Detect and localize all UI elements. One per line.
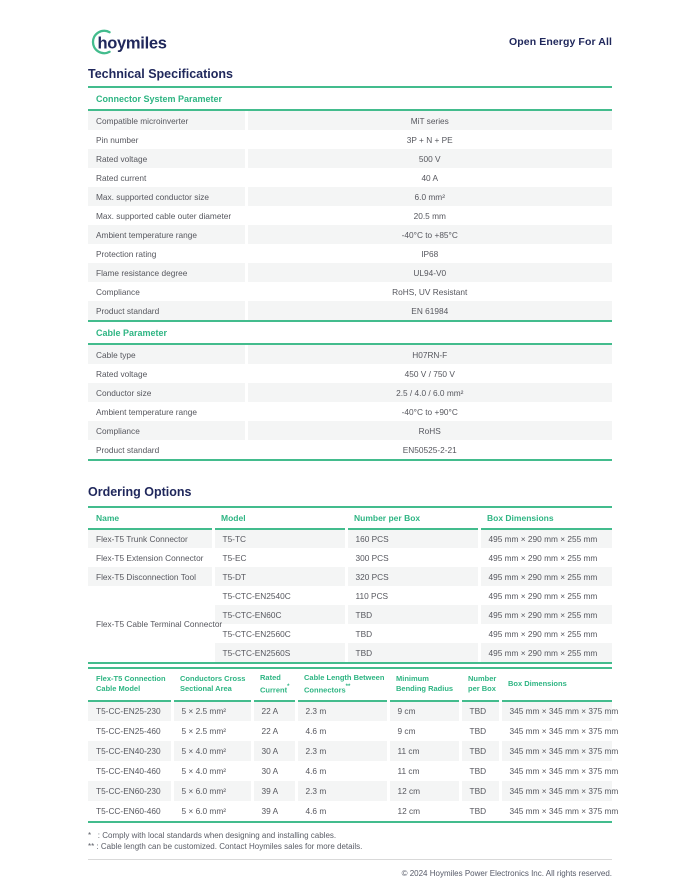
- spec-label: Compliance: [88, 421, 246, 440]
- spec-value: IP68: [421, 248, 439, 259]
- hoymiles-logo: [88, 26, 188, 58]
- table-cell: 495 mm × 290 mm × 255 mm: [488, 552, 598, 563]
- table-row: [88, 761, 612, 781]
- table-cell: 30 A: [252, 761, 296, 781]
- cable-ordering-block: [88, 667, 619, 823]
- spec-label: Compliance: [88, 282, 246, 301]
- column-header: Number per Box: [346, 508, 479, 529]
- column-header: Box Dimensions: [500, 669, 612, 701]
- table-cell: 2.3 m: [296, 701, 388, 721]
- spec-row: [88, 225, 612, 244]
- spec-table-body: [88, 111, 612, 320]
- table-cell: 345 mm × 345 mm × 375 mm: [500, 741, 612, 761]
- spec-value: -40°C to +90°C: [401, 406, 458, 417]
- spec-value: 6.0 mm²: [246, 187, 612, 206]
- table-cell: T5-EC: [213, 548, 346, 567]
- spec-value: 40 A: [421, 172, 439, 183]
- table-cell: TBD: [460, 761, 500, 781]
- table-cell: 12 cm: [388, 801, 460, 821]
- cable-ordering-table: [88, 669, 619, 821]
- column-header: Cable Length Between Connectors**: [296, 669, 388, 701]
- table-row: [88, 586, 612, 605]
- table-cell: TBD: [346, 605, 479, 624]
- table-cell: 2.3 m: [296, 781, 388, 801]
- spec-value: 2.5 / 4.0 / 6.0 mm²: [246, 383, 612, 402]
- table-cell: 495 mm × 290 mm × 255 mm: [479, 605, 612, 624]
- table-cell: TBD: [460, 741, 500, 761]
- table-cell: 22 A: [252, 701, 296, 721]
- table-cell: 12 cm: [388, 781, 460, 801]
- header-row: [88, 669, 612, 701]
- table-cell: T5-CC-EN40-230: [88, 741, 172, 761]
- spec-row: [88, 301, 612, 320]
- table-cell: 2.3 m: [296, 741, 388, 761]
- spec-row: [88, 282, 612, 301]
- header-row: [88, 508, 612, 529]
- footnote-1: * : Comply with local standards when designing and installing cables.: [88, 830, 337, 840]
- spec-value: EN50525-2-21: [402, 444, 457, 455]
- table-row: [88, 548, 612, 567]
- table-cell: 22 A: [252, 721, 296, 741]
- table-cell: 5 × 2.5 mm²: [172, 721, 252, 741]
- spec-section: [88, 88, 612, 322]
- table-cell: 345 mm × 345 mm × 375 mm: [500, 781, 612, 801]
- spec-label: Compatible microinverter: [88, 111, 246, 130]
- table-cell: 4.6 m: [296, 761, 388, 781]
- column-header: Name: [88, 508, 213, 529]
- table-cell: TBD: [346, 624, 479, 643]
- spec-row: [88, 345, 612, 364]
- table-cell: T5-CTC-EN2560S: [213, 643, 346, 662]
- table-cell: 300 PCS: [346, 548, 479, 567]
- table-cell: Flex-T5 Extension Connector: [88, 548, 213, 567]
- spec-label: Max. supported conductor size: [88, 187, 246, 206]
- table-cell: 11 cm: [388, 761, 460, 781]
- table-cell: T5-CC-EN40-460: [88, 761, 172, 781]
- spec-label: Protection rating: [88, 244, 246, 263]
- table-cell: T5-CTC-EN2560C: [213, 624, 346, 643]
- cable-table-head: [88, 669, 612, 701]
- spec-row: [88, 168, 612, 187]
- spec-value: 3P + N + PE: [406, 134, 453, 145]
- spec-section-header: Connector System Parameter: [88, 88, 612, 111]
- connector-table-body: [88, 529, 612, 662]
- spec-value: 500 V: [246, 149, 612, 168]
- table-cell: 5 × 6.0 mm²: [172, 801, 252, 821]
- tech-specs-title: Technical Specifications: [88, 67, 612, 88]
- table-cell: 495 mm × 290 mm × 255 mm: [488, 628, 598, 639]
- table-cell: 5 × 6.0 mm²: [172, 781, 252, 801]
- table-cell: 39 A: [252, 781, 296, 801]
- column-header: Model: [213, 508, 346, 529]
- spec-value: -40°C to +85°C: [246, 225, 612, 244]
- spec-section: [88, 322, 612, 461]
- footnote-marker: **: [345, 684, 351, 690]
- table-cell: 345 mm × 345 mm × 375 mm: [509, 805, 619, 816]
- footnote-2: ** : Cable length can be customized. Contact Hoymiles sales for more details.: [88, 841, 363, 851]
- table-row: [88, 529, 612, 548]
- table-cell: TBD: [460, 701, 500, 721]
- spec-label: Max. supported cable outer diameter: [88, 206, 246, 225]
- spec-row: [88, 421, 612, 440]
- spec-table-body: [88, 345, 612, 459]
- spec-row: [88, 130, 612, 149]
- spec-table: [88, 111, 612, 320]
- spec-value: 450 V / 750 V: [404, 368, 455, 379]
- table-cell: 495 mm × 290 mm × 255 mm: [488, 590, 598, 601]
- column-header: Conductors Cross Sectional Area: [172, 669, 252, 701]
- spec-value: MiT series: [246, 111, 612, 130]
- table-cell: T5-CC-EN25-230: [88, 701, 172, 721]
- footnotes: [88, 830, 612, 852]
- table-cell: Flex-T5 Disconnection Tool: [88, 567, 213, 586]
- spec-row: [88, 263, 612, 282]
- spec-section-header: Cable Parameter: [88, 322, 612, 345]
- column-header: Box Dimensions: [479, 508, 612, 529]
- table-cell: T5-CTC-EN60C: [213, 605, 346, 624]
- spec-label: Product standard: [88, 440, 246, 459]
- footer-divider: [88, 859, 612, 860]
- spec-value: UL94-V0: [246, 263, 612, 282]
- table-row: [88, 781, 612, 801]
- table-cell: T5-CC-EN60-230: [88, 781, 172, 801]
- table-row: [88, 701, 612, 721]
- table-cell: 345 mm × 345 mm × 375 mm: [509, 725, 619, 736]
- spec-row: [88, 111, 612, 130]
- connector-ordering-table: [88, 508, 612, 662]
- spec-value: RoHS, UV Resistant: [392, 286, 468, 297]
- spec-value: H07RN-F: [246, 345, 612, 364]
- table-cell: T5-TC: [213, 529, 346, 548]
- column-header: Flex-T5 Connection Cable Model: [88, 669, 172, 701]
- spec-sections: [88, 88, 612, 461]
- merged-name-cell: Flex-T5 Cable Terminal Connector: [88, 586, 213, 662]
- spec-value: 20.5 mm: [413, 210, 446, 221]
- table-cell: 5 × 2.5 mm²: [172, 701, 252, 721]
- table-cell: 495 mm × 290 mm × 255 mm: [479, 567, 612, 586]
- table-cell: 5 × 4.0 mm²: [172, 741, 252, 761]
- spec-row: [88, 206, 612, 225]
- column-header: Minimum Bending Radius: [388, 669, 460, 701]
- spec-value: EN 61984: [246, 301, 612, 320]
- table-cell: 11 cm: [388, 741, 460, 761]
- table-cell: TBD: [460, 781, 500, 801]
- table-cell: 39 A: [252, 801, 296, 821]
- table-cell: 320 PCS: [346, 567, 479, 586]
- spec-label: Flame resistance degree: [88, 263, 246, 282]
- spec-row: [88, 187, 612, 206]
- ordering-options-title: Ordering Options: [88, 485, 192, 499]
- table-cell: T5-CC-EN25-460: [88, 721, 172, 741]
- spec-label: Product standard: [88, 301, 246, 320]
- spec-row: [88, 402, 612, 421]
- table-cell: 4.6 m: [296, 721, 388, 741]
- table-cell: T5-CTC-EN2540C: [213, 586, 346, 605]
- logo-text: hoymiles: [97, 34, 167, 53]
- table-cell: T5-DT: [213, 567, 346, 586]
- spec-label: Cable type: [88, 345, 246, 364]
- brand-tagline: Open Energy For All: [508, 36, 612, 48]
- spec-label: Conductor size: [88, 383, 246, 402]
- table-cell: 495 mm × 290 mm × 255 mm: [479, 643, 612, 662]
- table-cell: 5 × 4.0 mm²: [172, 761, 252, 781]
- connector-ordering-block: [88, 506, 612, 664]
- spec-row: [88, 383, 612, 402]
- table-cell: 4.6 m: [296, 801, 388, 821]
- spec-label: Ambient temperature range: [88, 402, 246, 421]
- table-cell: 30 A: [252, 741, 296, 761]
- spec-label: Rated current: [88, 168, 246, 187]
- footnote-marker: *: [287, 684, 290, 690]
- table-row: [88, 801, 612, 821]
- table-row: [88, 741, 612, 761]
- spec-label: Ambient temperature range: [88, 225, 246, 244]
- spec-label: Rated voltage: [88, 364, 246, 383]
- copyright-text: © 2024 Hoymiles Power Electronics Inc. All rights reserved.: [401, 868, 612, 878]
- table-cell: 345 mm × 345 mm × 375 mm: [509, 765, 619, 776]
- column-header: Number per Box: [460, 669, 500, 701]
- connector-table-head: [88, 508, 612, 529]
- page-header: [88, 26, 612, 58]
- table-cell: TBD: [346, 643, 479, 662]
- spec-row: [88, 440, 612, 459]
- spec-row: [88, 244, 612, 263]
- cable-table-body: [88, 701, 619, 821]
- table-cell: TBD: [460, 721, 500, 741]
- table-cell: TBD: [460, 801, 500, 821]
- table-cell: 160 PCS: [346, 529, 479, 548]
- table-cell: Flex-T5 Trunk Connector: [88, 529, 213, 548]
- spec-value: RoHS: [246, 421, 612, 440]
- column-header: Rated Current*: [252, 669, 296, 701]
- spec-row: [88, 149, 612, 168]
- table-row: [88, 567, 612, 586]
- table-cell: T5-CC-EN60-460: [88, 801, 172, 821]
- spec-label: Pin number: [88, 130, 246, 149]
- table-cell: 9 cm: [388, 721, 460, 741]
- table-cell: 9 cm: [388, 701, 460, 721]
- table-cell: 345 mm × 345 mm × 375 mm: [500, 701, 612, 721]
- spec-row: [88, 364, 612, 383]
- spec-label: Rated voltage: [88, 149, 246, 168]
- spec-table: [88, 345, 612, 459]
- table-cell: 495 mm × 290 mm × 255 mm: [479, 529, 612, 548]
- table-row: [88, 721, 612, 741]
- table-cell: 110 PCS: [346, 586, 479, 605]
